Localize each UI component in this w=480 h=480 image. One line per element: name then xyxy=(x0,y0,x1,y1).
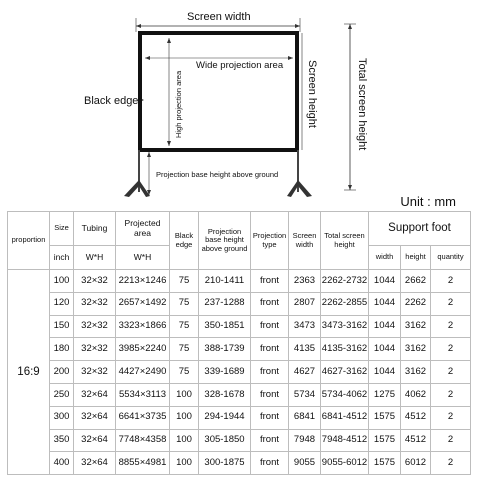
black-edge-cell: 75 xyxy=(170,292,199,315)
foot-width-cell: 1044 xyxy=(369,292,401,315)
foot-width-cell: 1575 xyxy=(369,406,401,429)
size-cell: 200 xyxy=(50,361,74,384)
header-tubing-unit: W*H xyxy=(74,246,116,270)
foot-quantity-cell: 2 xyxy=(431,315,471,338)
header-black-edge: Black edge xyxy=(170,212,199,270)
total-screen-height-label: Total screen height xyxy=(356,58,368,151)
total-screen-height-cell: 4627-3162 xyxy=(321,361,369,384)
size-cell: 250 xyxy=(50,383,74,406)
wide-projection-area-label: Wide projection area xyxy=(196,60,284,71)
projection-type-cell: front xyxy=(251,452,289,475)
projection-base-cell: 350-1851 xyxy=(199,315,251,338)
projection-base-height-label: Projection base height above ground xyxy=(156,170,279,179)
projected-area-cell: 8855×4981 xyxy=(116,452,170,475)
foot-quantity-cell: 2 xyxy=(431,452,471,475)
header-projection-base: Projection base height above ground xyxy=(199,212,251,270)
screen-width-cell: 2363 xyxy=(289,270,321,293)
projected-area-cell: 7748×4358 xyxy=(116,429,170,452)
left-foot xyxy=(124,180,139,197)
foot-height-cell: 6012 xyxy=(401,452,431,475)
total-screen-height-cell: 4135-3162 xyxy=(321,338,369,361)
projected-area-cell: 4427×2490 xyxy=(116,361,170,384)
header-foot-quantity: quantity xyxy=(431,246,471,270)
header-projected-unit: W*H xyxy=(116,246,170,270)
foot-height-cell: 3162 xyxy=(401,361,431,384)
foot-quantity-cell: 2 xyxy=(431,270,471,293)
projection-type-cell: front xyxy=(251,361,289,384)
size-cell: 300 xyxy=(50,406,74,429)
table-row xyxy=(8,361,471,384)
header-row-1 xyxy=(8,212,471,246)
total-screen-height-cell: 6841-4512 xyxy=(321,406,369,429)
screen-height-label: Screen height xyxy=(306,60,318,128)
foot-width-cell: 1275 xyxy=(369,383,401,406)
screen-width-cell: 6841 xyxy=(289,406,321,429)
foot-height-cell: 3162 xyxy=(401,315,431,338)
unit-label: Unit : mm xyxy=(400,194,456,209)
total-screen-height-cell: 3473-3162 xyxy=(321,315,369,338)
header-proportion: proportion xyxy=(8,212,50,270)
spec-table xyxy=(7,211,471,475)
header-size: Size xyxy=(50,212,74,246)
header-tubing: Tubing xyxy=(74,212,116,246)
foot-quantity-cell: 2 xyxy=(431,406,471,429)
header-projected-area: Projected area xyxy=(116,212,170,246)
table-body xyxy=(8,270,471,475)
tubing-cell: 32×32 xyxy=(74,315,116,338)
screen-width-cell: 2807 xyxy=(289,292,321,315)
screen-width-label: Screen width xyxy=(187,11,251,23)
projection-base-cell: 328-1678 xyxy=(199,383,251,406)
tubing-cell: 32×64 xyxy=(74,406,116,429)
screen-width-cell: 3473 xyxy=(289,315,321,338)
tubing-cell: 32×32 xyxy=(74,292,116,315)
black-edge-cell: 75 xyxy=(170,338,199,361)
foot-height-cell: 2662 xyxy=(401,270,431,293)
foot-width-cell: 1044 xyxy=(369,270,401,293)
table-row xyxy=(8,452,471,475)
foot-quantity-cell: 2 xyxy=(431,338,471,361)
projection-base-cell: 237-1288 xyxy=(199,292,251,315)
right-foot xyxy=(287,180,298,197)
size-cell: 120 xyxy=(50,292,74,315)
screen-width-cell: 4627 xyxy=(289,361,321,384)
table-row xyxy=(8,429,471,452)
foot-width-cell: 1575 xyxy=(369,452,401,475)
tubing-cell: 32×64 xyxy=(74,383,116,406)
table-row xyxy=(8,338,471,361)
foot-quantity-cell: 2 xyxy=(431,361,471,384)
table-row xyxy=(8,383,471,406)
black-edge-cell: 100 xyxy=(170,429,199,452)
projection-type-cell: front xyxy=(251,406,289,429)
foot-width-cell: 1044 xyxy=(369,361,401,384)
foot-quantity-cell: 2 xyxy=(431,429,471,452)
black-edge-cell: 75 xyxy=(170,361,199,384)
projection-base-cell: 339-1689 xyxy=(199,361,251,384)
black-edge-cell: 100 xyxy=(170,452,199,475)
header-foot-width: width xyxy=(369,246,401,270)
projection-type-cell: front xyxy=(251,270,289,293)
foot-quantity-cell: 2 xyxy=(431,292,471,315)
black-edge-cell: 75 xyxy=(170,270,199,293)
projection-type-cell: front xyxy=(251,292,289,315)
projection-base-cell: 294-1944 xyxy=(199,406,251,429)
table-row xyxy=(8,292,471,315)
screen-frame xyxy=(140,33,297,150)
size-cell: 100 xyxy=(50,270,74,293)
header-size-unit: inch xyxy=(50,246,74,270)
projected-area-cell: 2213×1246 xyxy=(116,270,170,293)
projected-area-cell: 3985×2240 xyxy=(116,338,170,361)
black-edge-cell: 100 xyxy=(170,383,199,406)
tubing-cell: 32×64 xyxy=(74,429,116,452)
projection-type-cell: front xyxy=(251,383,289,406)
foot-width-cell: 1575 xyxy=(369,429,401,452)
foot-height-cell: 2262 xyxy=(401,292,431,315)
black-edge-label: Black edge xyxy=(84,95,139,107)
screen-width-cell: 7948 xyxy=(289,429,321,452)
proportion-cell: 16:9 xyxy=(8,270,50,475)
tubing-cell: 32×32 xyxy=(74,361,116,384)
tubing-cell: 32×32 xyxy=(74,338,116,361)
projection-type-cell: front xyxy=(251,315,289,338)
total-screen-height-cell: 5734-4062 xyxy=(321,383,369,406)
foot-height-cell: 4062 xyxy=(401,383,431,406)
screen-width-cell: 4135 xyxy=(289,338,321,361)
projected-area-cell: 6641×3735 xyxy=(116,406,170,429)
screen-width-cell: 5734 xyxy=(289,383,321,406)
foot-width-cell: 1044 xyxy=(369,338,401,361)
foot-quantity-cell: 2 xyxy=(431,383,471,406)
total-screen-height-cell: 7948-4512 xyxy=(321,429,369,452)
table-row xyxy=(8,406,471,429)
header-support-foot: Support foot xyxy=(369,212,471,246)
foot-height-cell: 4512 xyxy=(401,406,431,429)
tubing-cell: 32×64 xyxy=(74,452,116,475)
screen-width-cell: 9055 xyxy=(289,452,321,475)
tubing-cell: 32×32 xyxy=(74,270,116,293)
table-row xyxy=(8,315,471,338)
black-edge-cell: 75 xyxy=(170,315,199,338)
screen-diagram xyxy=(0,0,480,210)
total-screen-height-cell: 2262-2732 xyxy=(321,270,369,293)
high-projection-area-label: High projection area xyxy=(174,70,183,138)
header-total-screen-height: Total screen height xyxy=(321,212,369,270)
projection-type-cell: front xyxy=(251,338,289,361)
header-foot-height: height xyxy=(401,246,431,270)
projection-base-cell: 210-1411 xyxy=(199,270,251,293)
size-cell: 180 xyxy=(50,338,74,361)
header-screen-width: Screen width xyxy=(289,212,321,270)
projected-area-cell: 5534×3113 xyxy=(116,383,170,406)
size-cell: 150 xyxy=(50,315,74,338)
total-screen-height-cell: 9055-6012 xyxy=(321,452,369,475)
projected-area-cell: 3323×1866 xyxy=(116,315,170,338)
projection-base-cell: 305-1850 xyxy=(199,429,251,452)
foot-height-cell: 3162 xyxy=(401,338,431,361)
table-row xyxy=(8,270,471,293)
projected-area-cell: 2657×1492 xyxy=(116,292,170,315)
foot-height-cell: 4512 xyxy=(401,429,431,452)
size-cell: 350 xyxy=(50,429,74,452)
header-projection-type: Projection type xyxy=(251,212,289,270)
foot-width-cell: 1044 xyxy=(369,315,401,338)
size-cell: 400 xyxy=(50,452,74,475)
projection-base-cell: 388-1739 xyxy=(199,338,251,361)
projection-type-cell: front xyxy=(251,429,289,452)
total-screen-height-cell: 2262-2855 xyxy=(321,292,369,315)
projection-base-cell: 300-1875 xyxy=(199,452,251,475)
black-edge-cell: 100 xyxy=(170,406,199,429)
